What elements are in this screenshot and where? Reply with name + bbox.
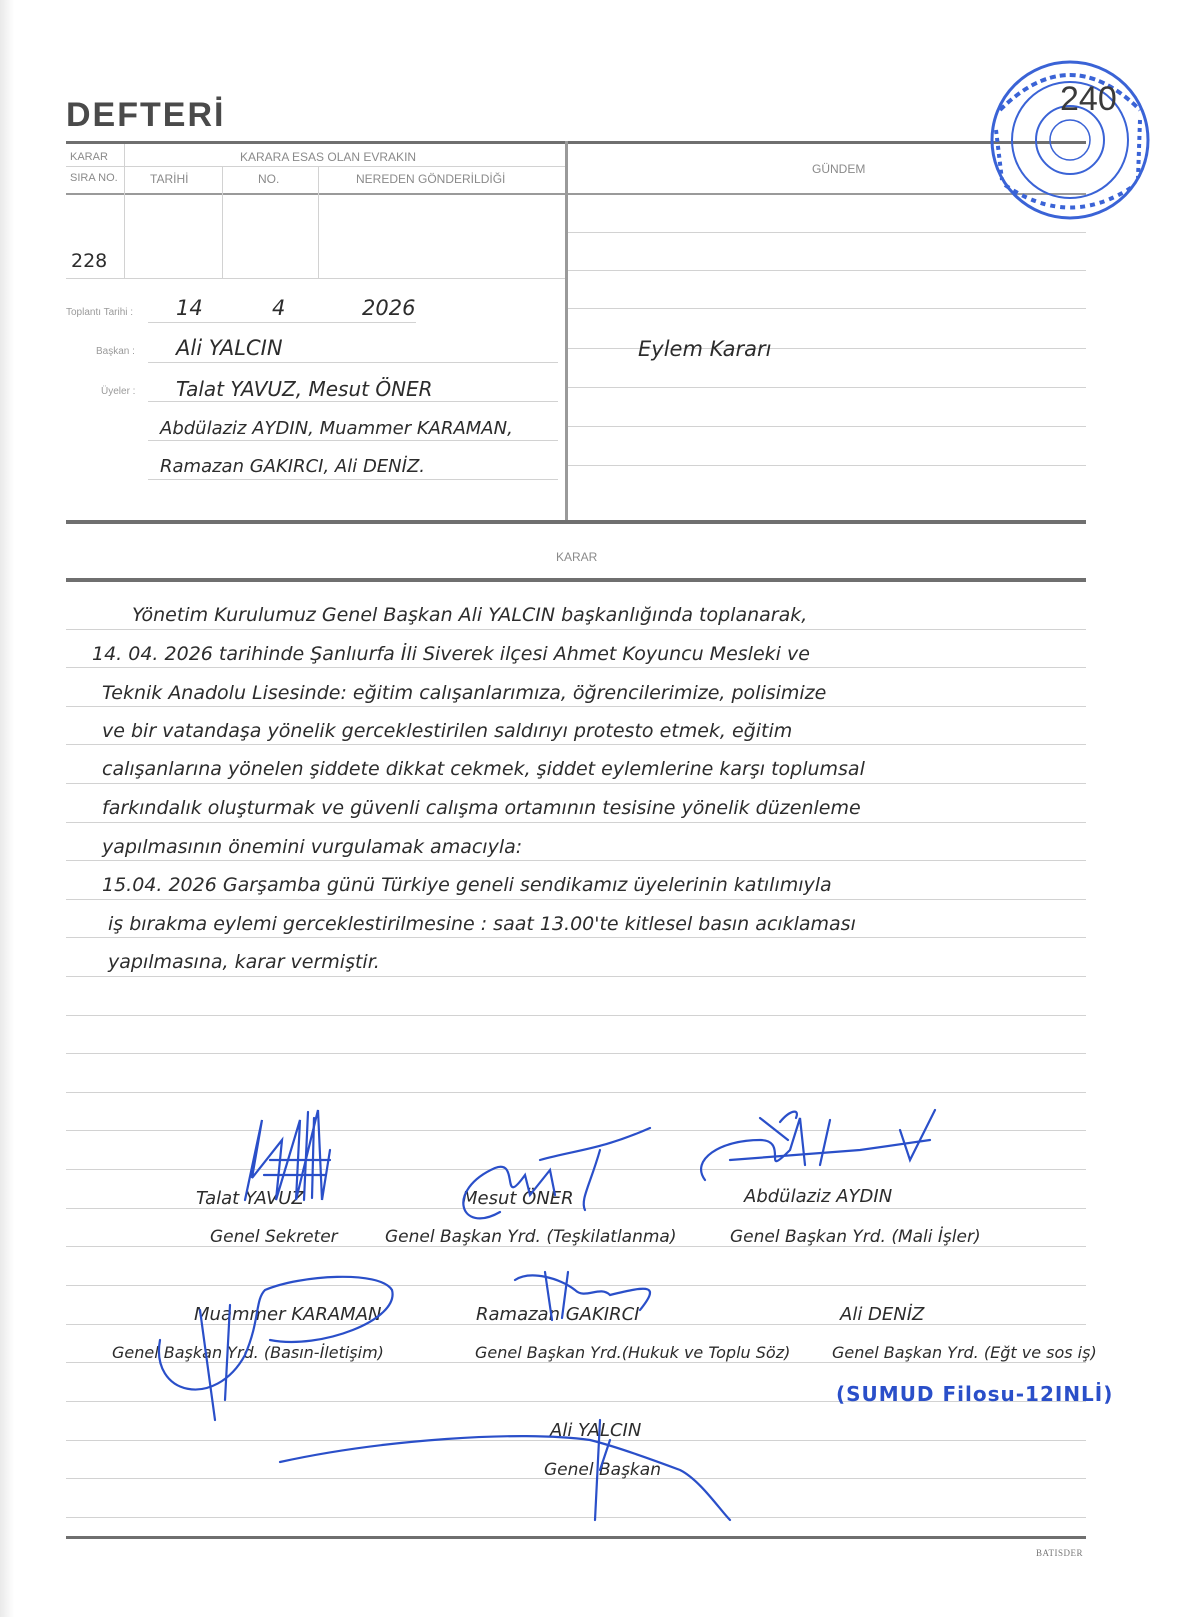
karar-line-1: Yönetim Kurulumuz Genel Başkan Ali YALCIN başkanlığında toplanarak,	[132, 604, 808, 626]
signatory-2-role: Genel Başkan Yrd. (Teşkilatlanma)	[385, 1227, 677, 1247]
signature-1-ink	[245, 1110, 330, 1200]
header-nereden: NEREDEN GÖNDERİLDİĞİ	[356, 172, 506, 186]
signatory-3-role: Genel Başkan Yrd. (Mali İşler)	[730, 1227, 981, 1247]
signature-5-ink	[515, 1272, 650, 1320]
signature-3-ink	[701, 1110, 935, 1180]
uyeler-line-3: Ramazan GAKIRCI, Ali DENİZ.	[160, 456, 426, 477]
karar-line-3: Teknik Anadolu Lisesinde: eğitim calışanlarımıza, öğrencilerimize, polisimize	[102, 682, 827, 704]
toplanti-label: Toplantı Tarihi :	[66, 307, 134, 318]
karar-line-7: yapılmasının önemini vurgulamak amacıyla:	[102, 836, 523, 858]
signatory-6-name: Ali DENİZ	[840, 1304, 925, 1325]
karar-line-9: iş bırakma eylemi gerceklestirilmesine : saat 13.00'te kitlesel basın acıklaması	[108, 913, 856, 935]
page-number: 240	[1060, 80, 1117, 118]
baskan-value: Ali YALCIN	[176, 336, 283, 360]
signatory-1-role: Genel Sekreter	[210, 1227, 338, 1247]
header-tarihi: TARİHİ	[150, 172, 189, 186]
karar-line-10: yapılmasına, karar vermiştir.	[108, 951, 380, 973]
ledger-title: DEFTERİ	[66, 96, 226, 134]
karar-line-4: ve bir vatandaşa yönelik gerceklestirilen saldırıyı protesto etmek, eğitim	[102, 720, 793, 742]
gundem-value: Eylem Kararı	[638, 337, 772, 361]
signature-2-ink	[463, 1128, 650, 1218]
karar-label: KARAR	[556, 550, 598, 564]
header-gundem: GÜNDEM	[812, 162, 866, 176]
signatory-5-name: Ramazan GAKIRCI	[476, 1304, 640, 1325]
karar-line-5: calışanlarına yönelen şiddete dikkat cekmek, şiddet eylemlerine karşı toplumsal	[102, 758, 865, 780]
signatory-5-role: Genel Başkan Yrd.(Hukuk ve Toplu Söz)	[475, 1343, 791, 1362]
baskan-label: Başkan :	[96, 346, 135, 357]
signatory-1-name: Talat YAVUZ	[196, 1188, 304, 1209]
uyeler-label: Üyeler :	[101, 386, 136, 397]
toplanti-month: 4	[272, 296, 286, 320]
uyeler-line-1: Talat YAVUZ, Mesut ÖNER	[176, 377, 433, 401]
signature-7-ink	[280, 1420, 730, 1520]
header-sira-no: SIRA NO.	[70, 172, 118, 184]
handwritten-note: (SUMUD Filosu-12INLİ)	[836, 1382, 1114, 1406]
footer-brand: BATISDER	[1036, 1548, 1084, 1558]
toplanti-year: 2026	[362, 296, 416, 320]
signature-4-ink	[159, 1277, 393, 1420]
signatory-7-role: Genel Başkan	[544, 1460, 661, 1480]
signatory-2-name: Mesut ÖNER	[462, 1188, 574, 1209]
signatory-4-name: Muammer KARAMAN	[194, 1304, 382, 1325]
header-no: NO.	[258, 172, 280, 186]
karar-line-2: 14. 04. 2026 tarihinde Şanlıurfa İli Siverek ilçesi Ahmet Koyuncu Mesleki ve	[92, 643, 810, 665]
signatory-4-role: Genel Başkan Yrd. (Basın-İletişim)	[112, 1343, 384, 1362]
toplanti-day: 14	[176, 296, 203, 320]
header-karar: KARAR	[70, 151, 108, 163]
signatory-3-name: Abdülaziz AYDIN	[744, 1186, 893, 1207]
header-evrak: KARARA ESAS OLAN EVRAKIN	[240, 150, 417, 164]
signatory-6-role: Genel Başkan Yrd. (Eğt ve sos iş)	[832, 1343, 1097, 1362]
signatory-7-name: Ali YALCIN	[550, 1420, 642, 1441]
karar-line-8: 15.04. 2026 Garşamba günü Türkiye geneli sendikamız üyelerinin katılımıyla	[102, 874, 832, 896]
sira-no-value: 228	[71, 250, 108, 272]
karar-line-6: farkındalık oluşturmak ve güvenli calışma ortamının tesisine yönelik düzenleme	[102, 797, 861, 819]
uyeler-line-2: Abdülaziz AYDIN, Muammer KARAMAN,	[160, 418, 513, 439]
